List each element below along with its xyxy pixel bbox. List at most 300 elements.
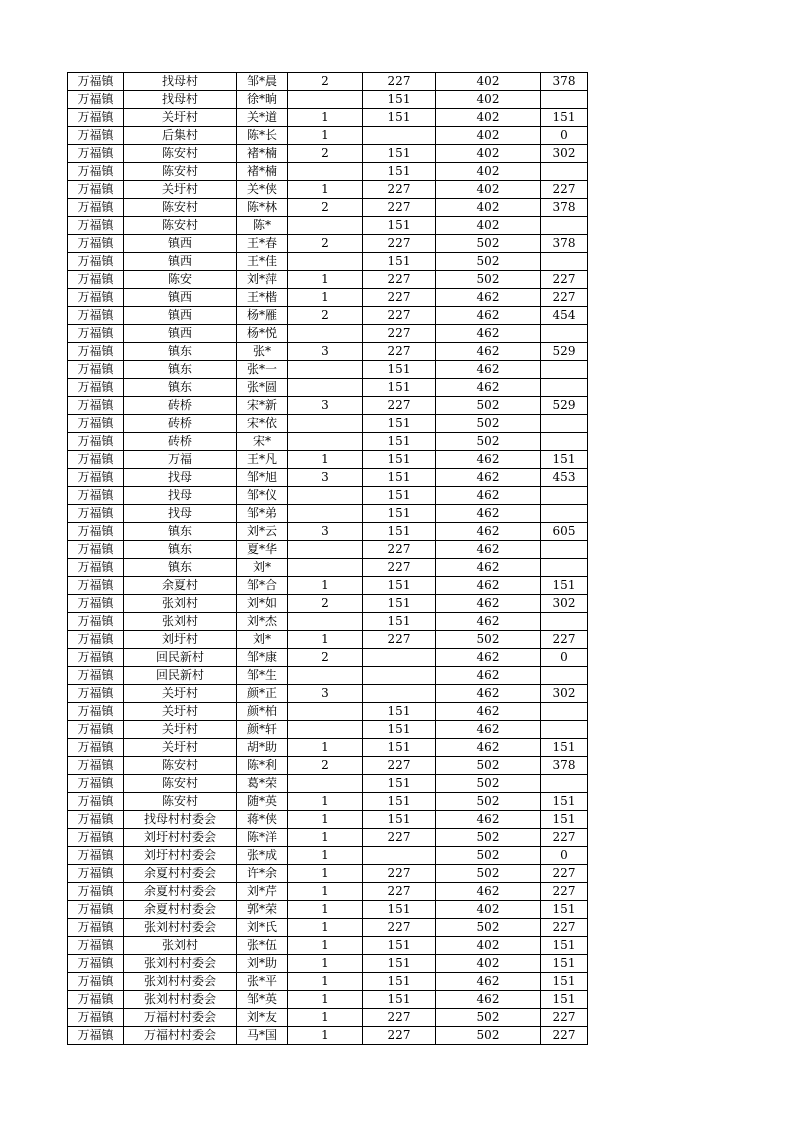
village-cell: 找母村村委会	[124, 811, 237, 829]
amount-a-cell: 151	[363, 775, 436, 793]
village-cell: 关圩村	[124, 181, 237, 199]
town-cell: 万福镇	[68, 667, 124, 685]
table-row	[68, 91, 588, 109]
village-cell: 陈安村	[124, 199, 237, 217]
amount-b-cell: 402	[436, 127, 541, 145]
amount-b-cell: 462	[436, 649, 541, 667]
name-cell: 邹*英	[237, 991, 288, 1009]
amount-b-cell: 402	[436, 937, 541, 955]
village-cell: 张刘村	[124, 937, 237, 955]
town-cell: 万福镇	[68, 865, 124, 883]
total-cell	[541, 703, 588, 721]
table-row	[68, 577, 588, 595]
total-cell: 605	[541, 523, 588, 541]
village-cell: 镇东	[124, 343, 237, 361]
town-cell: 万福镇	[68, 145, 124, 163]
amount-b-cell: 502	[436, 775, 541, 793]
amount-b-cell: 402	[436, 163, 541, 181]
total-cell: 0	[541, 649, 588, 667]
household-size-cell: 1	[288, 127, 363, 145]
amount-b-cell: 502	[436, 433, 541, 451]
town-cell: 万福镇	[68, 901, 124, 919]
amount-b-cell: 462	[436, 343, 541, 361]
amount-a-cell: 227	[363, 1009, 436, 1027]
village-cell: 砖桥	[124, 433, 237, 451]
household-size-cell: 1	[288, 271, 363, 289]
town-cell: 万福镇	[68, 433, 124, 451]
total-cell: 302	[541, 685, 588, 703]
household-size-cell: 1	[288, 289, 363, 307]
amount-b-cell: 402	[436, 217, 541, 235]
village-cell: 万福村村委会	[124, 1027, 237, 1045]
amount-b-cell: 502	[436, 631, 541, 649]
name-cell: 张*平	[237, 973, 288, 991]
total-cell: 151	[541, 109, 588, 127]
table-row	[68, 865, 588, 883]
name-cell: 许*余	[237, 865, 288, 883]
name-cell: 张*伍	[237, 937, 288, 955]
table-row	[68, 397, 588, 415]
town-cell: 万福镇	[68, 1027, 124, 1045]
household-size-cell: 1	[288, 451, 363, 469]
name-cell: 刘*芹	[237, 883, 288, 901]
amount-a-cell	[363, 847, 436, 865]
town-cell: 万福镇	[68, 991, 124, 1009]
household-size-cell: 3	[288, 397, 363, 415]
amount-b-cell: 462	[436, 883, 541, 901]
amount-a-cell: 151	[363, 91, 436, 109]
table-row	[68, 235, 588, 253]
village-cell: 找母	[124, 487, 237, 505]
household-size-cell: 1	[288, 955, 363, 973]
household-size-cell	[288, 415, 363, 433]
amount-b-cell: 402	[436, 901, 541, 919]
total-cell	[541, 379, 588, 397]
village-cell: 张刘村	[124, 595, 237, 613]
village-cell: 余夏村村委会	[124, 865, 237, 883]
town-cell: 万福镇	[68, 1009, 124, 1027]
name-cell: 陈*洋	[237, 829, 288, 847]
total-cell	[541, 505, 588, 523]
table-row	[68, 487, 588, 505]
amount-a-cell: 151	[363, 217, 436, 235]
household-size-cell: 1	[288, 865, 363, 883]
amount-b-cell: 462	[436, 703, 541, 721]
amount-a-cell: 151	[363, 613, 436, 631]
amount-a-cell: 151	[363, 415, 436, 433]
town-cell: 万福镇	[68, 757, 124, 775]
table-body	[68, 73, 588, 1045]
household-size-cell: 3	[288, 523, 363, 541]
amount-b-cell: 462	[436, 739, 541, 757]
name-cell: 宋*	[237, 433, 288, 451]
name-cell: 刘*杰	[237, 613, 288, 631]
table-row	[68, 901, 588, 919]
amount-b-cell: 402	[436, 109, 541, 127]
table-row	[68, 145, 588, 163]
town-cell: 万福镇	[68, 919, 124, 937]
table-row	[68, 595, 588, 613]
household-size-cell: 3	[288, 469, 363, 487]
table-row	[68, 631, 588, 649]
name-cell: 刘*助	[237, 955, 288, 973]
amount-a-cell: 151	[363, 955, 436, 973]
amount-b-cell: 502	[436, 793, 541, 811]
town-cell: 万福镇	[68, 91, 124, 109]
village-cell: 关圩村	[124, 685, 237, 703]
table-row	[68, 325, 588, 343]
table-row	[68, 343, 588, 361]
town-cell: 万福镇	[68, 397, 124, 415]
amount-a-cell	[363, 127, 436, 145]
town-cell: 万福镇	[68, 127, 124, 145]
amount-b-cell: 402	[436, 73, 541, 91]
table-row	[68, 469, 588, 487]
amount-a-cell: 227	[363, 541, 436, 559]
amount-a-cell: 151	[363, 505, 436, 523]
name-cell: 王*春	[237, 235, 288, 253]
village-cell: 余夏村村委会	[124, 883, 237, 901]
total-cell	[541, 613, 588, 631]
table-row	[68, 559, 588, 577]
name-cell: 颜*柏	[237, 703, 288, 721]
name-cell: 张*圆	[237, 379, 288, 397]
total-cell: 151	[541, 451, 588, 469]
town-cell: 万福镇	[68, 703, 124, 721]
amount-a-cell: 227	[363, 199, 436, 217]
total-cell: 227	[541, 865, 588, 883]
name-cell: 邹*旭	[237, 469, 288, 487]
household-size-cell: 1	[288, 811, 363, 829]
town-cell: 万福镇	[68, 361, 124, 379]
village-cell: 张刘村村委会	[124, 919, 237, 937]
total-cell	[541, 721, 588, 739]
total-cell	[541, 217, 588, 235]
amount-a-cell: 227	[363, 307, 436, 325]
amount-b-cell: 462	[436, 685, 541, 703]
household-size-cell	[288, 217, 363, 235]
name-cell: 邹*晨	[237, 73, 288, 91]
total-cell: 151	[541, 793, 588, 811]
village-cell: 砖桥	[124, 397, 237, 415]
table-row	[68, 613, 588, 631]
household-size-cell: 2	[288, 307, 363, 325]
village-cell: 砖桥	[124, 415, 237, 433]
name-cell: 关*道	[237, 109, 288, 127]
household-size-cell: 1	[288, 181, 363, 199]
household-size-cell: 1	[288, 631, 363, 649]
total-cell: 227	[541, 631, 588, 649]
household-size-cell	[288, 91, 363, 109]
table-row	[68, 127, 588, 145]
table-row	[68, 847, 588, 865]
total-cell: 227	[541, 919, 588, 937]
amount-a-cell: 227	[363, 235, 436, 253]
table-row	[68, 73, 588, 91]
name-cell: 夏*华	[237, 541, 288, 559]
town-cell: 万福镇	[68, 109, 124, 127]
total-cell: 378	[541, 73, 588, 91]
table-row	[68, 109, 588, 127]
household-size-cell: 2	[288, 199, 363, 217]
household-size-cell: 2	[288, 595, 363, 613]
village-cell: 刘圩村	[124, 631, 237, 649]
table-row	[68, 937, 588, 955]
household-size-cell: 1	[288, 739, 363, 757]
village-cell: 镇西	[124, 325, 237, 343]
name-cell: 褚*楠	[237, 145, 288, 163]
town-cell: 万福镇	[68, 379, 124, 397]
total-cell: 529	[541, 343, 588, 361]
household-size-cell	[288, 667, 363, 685]
amount-a-cell: 151	[363, 163, 436, 181]
name-cell: 刘*云	[237, 523, 288, 541]
name-cell: 陈*	[237, 217, 288, 235]
name-cell: 郭*荣	[237, 901, 288, 919]
total-cell: 227	[541, 1027, 588, 1045]
town-cell: 万福镇	[68, 793, 124, 811]
household-size-cell	[288, 253, 363, 271]
total-cell	[541, 163, 588, 181]
name-cell: 刘*氏	[237, 919, 288, 937]
amount-b-cell: 462	[436, 505, 541, 523]
amount-a-cell: 227	[363, 1027, 436, 1045]
household-size-cell	[288, 721, 363, 739]
name-cell: 邹*康	[237, 649, 288, 667]
name-cell: 颜*轩	[237, 721, 288, 739]
table-row	[68, 163, 588, 181]
table-row	[68, 685, 588, 703]
amount-a-cell: 227	[363, 73, 436, 91]
name-cell: 陈*林	[237, 199, 288, 217]
name-cell: 张*	[237, 343, 288, 361]
amount-a-cell: 227	[363, 343, 436, 361]
village-cell: 张刘村	[124, 613, 237, 631]
name-cell: 刘*萍	[237, 271, 288, 289]
amount-b-cell: 402	[436, 91, 541, 109]
amount-a-cell: 227	[363, 559, 436, 577]
town-cell: 万福镇	[68, 307, 124, 325]
household-size-cell: 1	[288, 577, 363, 595]
amount-a-cell: 151	[363, 361, 436, 379]
village-cell: 镇西	[124, 235, 237, 253]
town-cell: 万福镇	[68, 523, 124, 541]
name-cell: 陈*长	[237, 127, 288, 145]
table-row	[68, 541, 588, 559]
amount-b-cell: 462	[436, 361, 541, 379]
total-cell: 151	[541, 991, 588, 1009]
total-cell	[541, 559, 588, 577]
table-row	[68, 451, 588, 469]
name-cell: 刘*如	[237, 595, 288, 613]
table-row	[68, 991, 588, 1009]
village-cell: 找母	[124, 469, 237, 487]
village-cell: 张刘村村委会	[124, 955, 237, 973]
household-size-cell: 2	[288, 73, 363, 91]
amount-b-cell: 502	[436, 235, 541, 253]
total-cell	[541, 415, 588, 433]
amount-b-cell: 462	[436, 721, 541, 739]
household-size-cell: 2	[288, 235, 363, 253]
table-row	[68, 379, 588, 397]
amount-b-cell: 502	[436, 847, 541, 865]
table-row	[68, 973, 588, 991]
town-cell: 万福镇	[68, 541, 124, 559]
total-cell: 227	[541, 181, 588, 199]
total-cell: 151	[541, 901, 588, 919]
amount-a-cell: 151	[363, 469, 436, 487]
amount-a-cell: 227	[363, 397, 436, 415]
name-cell: 杨*雁	[237, 307, 288, 325]
amount-b-cell: 462	[436, 973, 541, 991]
amount-a-cell: 227	[363, 919, 436, 937]
table-row	[68, 829, 588, 847]
household-size-cell: 2	[288, 649, 363, 667]
village-cell: 张刘村村委会	[124, 991, 237, 1009]
amount-b-cell: 462	[436, 307, 541, 325]
name-cell: 蒋*侠	[237, 811, 288, 829]
table-row	[68, 955, 588, 973]
total-cell: 378	[541, 199, 588, 217]
household-size-cell: 1	[288, 937, 363, 955]
amount-b-cell: 462	[436, 559, 541, 577]
amount-a-cell	[363, 667, 436, 685]
village-cell: 镇东	[124, 379, 237, 397]
amount-a-cell: 227	[363, 271, 436, 289]
name-cell: 关*侠	[237, 181, 288, 199]
household-size-cell: 1	[288, 829, 363, 847]
total-cell: 151	[541, 577, 588, 595]
village-cell: 镇东	[124, 559, 237, 577]
household-size-cell: 1	[288, 991, 363, 1009]
amount-a-cell: 151	[363, 901, 436, 919]
table-row	[68, 739, 588, 757]
total-cell: 302	[541, 145, 588, 163]
household-size-cell	[288, 775, 363, 793]
table-row	[68, 703, 588, 721]
amount-a-cell: 151	[363, 739, 436, 757]
town-cell: 万福镇	[68, 325, 124, 343]
amount-b-cell: 502	[436, 757, 541, 775]
name-cell: 徐*晌	[237, 91, 288, 109]
town-cell: 万福镇	[68, 253, 124, 271]
village-cell: 镇东	[124, 523, 237, 541]
amount-a-cell: 151	[363, 703, 436, 721]
village-cell: 陈安	[124, 271, 237, 289]
village-cell: 万福村村委会	[124, 1009, 237, 1027]
table-row	[68, 721, 588, 739]
total-cell	[541, 361, 588, 379]
amount-a-cell: 227	[363, 829, 436, 847]
name-cell: 张*成	[237, 847, 288, 865]
village-cell: 关圩村	[124, 109, 237, 127]
village-cell: 找母	[124, 505, 237, 523]
total-cell	[541, 433, 588, 451]
town-cell: 万福镇	[68, 451, 124, 469]
table-row	[68, 1027, 588, 1045]
household-size-cell: 1	[288, 793, 363, 811]
town-cell: 万福镇	[68, 937, 124, 955]
town-cell: 万福镇	[68, 559, 124, 577]
name-cell: 刘*	[237, 559, 288, 577]
amount-b-cell: 462	[436, 811, 541, 829]
total-cell: 151	[541, 811, 588, 829]
village-cell: 镇西	[124, 307, 237, 325]
total-cell: 0	[541, 127, 588, 145]
amount-a-cell	[363, 685, 436, 703]
amount-a-cell: 151	[363, 523, 436, 541]
household-size-cell: 1	[288, 1027, 363, 1045]
amount-b-cell: 462	[436, 613, 541, 631]
town-cell: 万福镇	[68, 631, 124, 649]
total-cell: 302	[541, 595, 588, 613]
table-row	[68, 433, 588, 451]
town-cell: 万福镇	[68, 271, 124, 289]
household-size-cell: 1	[288, 847, 363, 865]
table-row	[68, 667, 588, 685]
name-cell: 褚*楠	[237, 163, 288, 181]
amount-b-cell: 502	[436, 865, 541, 883]
amount-b-cell: 462	[436, 541, 541, 559]
household-size-cell: 1	[288, 973, 363, 991]
total-cell: 378	[541, 235, 588, 253]
total-cell: 227	[541, 1009, 588, 1027]
table-row	[68, 523, 588, 541]
village-cell: 余夏村村委会	[124, 901, 237, 919]
table-row	[68, 775, 588, 793]
household-size-cell: 1	[288, 1009, 363, 1027]
amount-a-cell: 151	[363, 379, 436, 397]
amount-b-cell: 402	[436, 145, 541, 163]
town-cell: 万福镇	[68, 415, 124, 433]
total-cell	[541, 253, 588, 271]
amount-a-cell: 151	[363, 145, 436, 163]
town-cell: 万福镇	[68, 289, 124, 307]
household-size-cell: 3	[288, 343, 363, 361]
household-size-cell	[288, 361, 363, 379]
amount-a-cell: 151	[363, 991, 436, 1009]
village-cell: 镇西	[124, 253, 237, 271]
amount-b-cell: 502	[436, 829, 541, 847]
total-cell: 453	[541, 469, 588, 487]
amount-b-cell: 462	[436, 379, 541, 397]
town-cell: 万福镇	[68, 469, 124, 487]
amount-a-cell: 227	[363, 865, 436, 883]
amount-b-cell: 462	[436, 991, 541, 1009]
town-cell: 万福镇	[68, 199, 124, 217]
amount-a-cell: 151	[363, 577, 436, 595]
total-cell	[541, 667, 588, 685]
household-size-cell	[288, 505, 363, 523]
village-cell: 刘圩村村委会	[124, 829, 237, 847]
town-cell: 万福镇	[68, 883, 124, 901]
village-cell: 陈安村	[124, 217, 237, 235]
amount-b-cell: 462	[436, 667, 541, 685]
household-size-cell: 2	[288, 757, 363, 775]
village-cell: 张刘村村委会	[124, 973, 237, 991]
household-size-cell	[288, 487, 363, 505]
town-cell: 万福镇	[68, 829, 124, 847]
table-row	[68, 217, 588, 235]
name-cell: 杨*悦	[237, 325, 288, 343]
table-row	[68, 199, 588, 217]
village-cell: 后集村	[124, 127, 237, 145]
amount-b-cell: 462	[436, 325, 541, 343]
name-cell: 随*英	[237, 793, 288, 811]
town-cell: 万福镇	[68, 73, 124, 91]
data-table	[67, 72, 588, 1045]
amount-b-cell: 502	[436, 397, 541, 415]
